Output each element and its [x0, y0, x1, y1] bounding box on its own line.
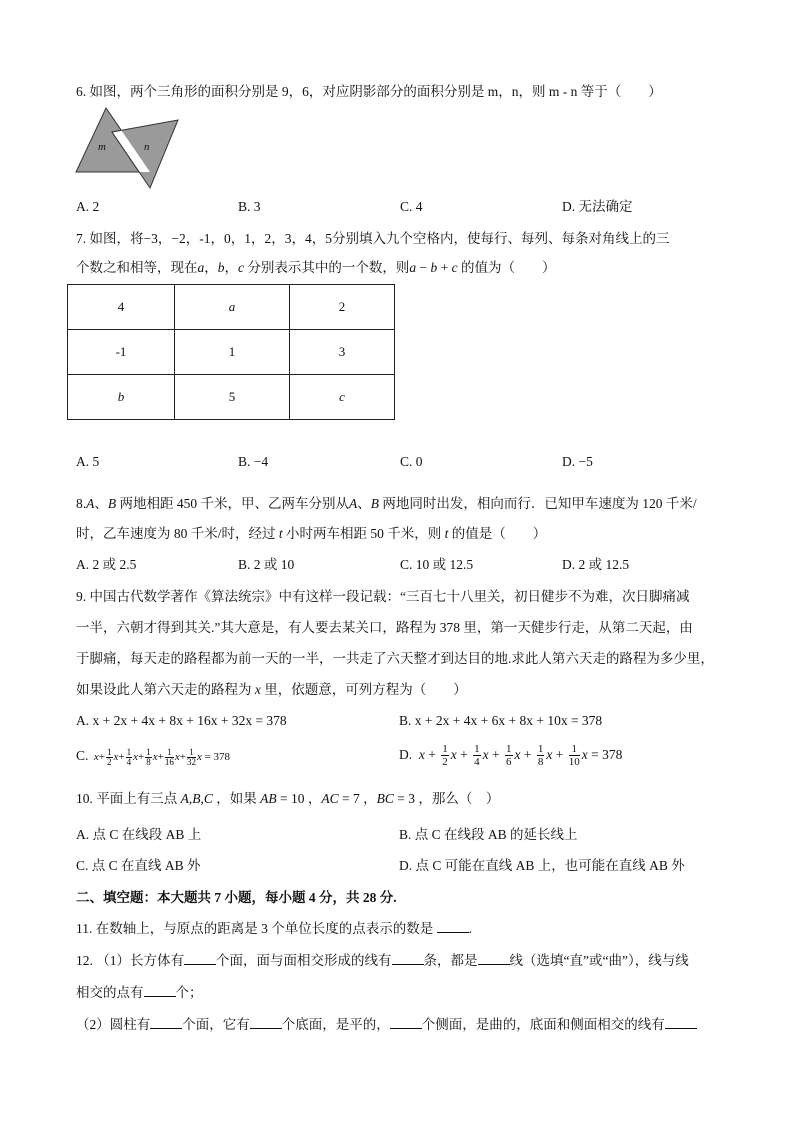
q6-stem: 6. 如图，两个三角形的面积分别是 9，6，对应阴影部分的面积分别是 m，n，则 m - n 等于（ ） [76, 84, 662, 99]
answer-blank[interactable] [150, 1016, 182, 1029]
q8-option-d: D. 2 或 12.5 [562, 557, 630, 572]
table-cell: b [68, 375, 175, 420]
q12-line3: （2）圆柱有 个面，它有 个底面，是平的， 个侧面，是曲的，底面和侧面相交的线有 [76, 1016, 697, 1034]
q10-option-a: A. 点 C 在线段 AB 上 [76, 827, 202, 842]
q6-option-a: A. 2 [76, 199, 100, 214]
q10-option-c: C. 点 C 在直线 AB 外 [76, 858, 201, 873]
table-cell: a [175, 285, 290, 330]
section-heading: 二、填空题：本大题共 7 小题，每小题 4 分，共 28 分. [76, 890, 397, 905]
answer-blank[interactable] [250, 1016, 282, 1029]
answer-blank[interactable] [437, 920, 469, 933]
q6-option-b: B. 3 [238, 199, 261, 214]
q9-stem-line3: 于脚痛，每天走的路程都为前一天的一半，一共走了六天整才到达目的地.求此人第六天走的路程为多少里， [76, 651, 714, 666]
table-row [68, 285, 395, 330]
q7-option-d: D. −5 [562, 454, 593, 469]
q9-option-a: A. x + 2x + 4x + 8x + 16x + 32x = 378 [76, 713, 287, 728]
table-row [68, 375, 395, 420]
q7-option-b: B. −4 [238, 454, 269, 469]
q7-stem-line1: 7. 如图，将−3，−2，-1，0，1，2，3，4，5分别填入九个空格内，使每行、每列、每条对角线上的三 [76, 231, 670, 246]
q7-stem-line2: 个数之和相等，现在a，b，c 分别表示其中的一个数，则a − b + c 的值为（ ） [76, 260, 556, 275]
q7-option-c: C. 0 [400, 454, 423, 469]
q8-stem-line2: 时，乙车速度为 80 千米/时，经过 t 小时两车相距 50 千米，则 t 的值是（ ） [76, 526, 547, 541]
q11-stem: 11. 在数轴上，与原点的距离是 3 个单位长度的点表示的数是 . [76, 921, 472, 936]
q12-line1: 12. （1）长方体有 个面，面与面相交形成的线有 条，都是 线（选填“直”或“曲”），线与线 [76, 953, 689, 968]
q9-stem-line4: 如果设此人第六天走的路程为 x 里，依题意，可列方程为（ ） [76, 682, 467, 697]
q9-stem-line1: 9. 中国古代数学著作《算法统宗》中有这样一段记载：“三百七十八里关，初日健步不为难，次日脚痛减 [76, 589, 690, 604]
q9-option-c: C. x+ $\frac{1}{2}$ x+ $\frac{1}{4}$ x+ $\frac{1}{8}$ x+ $\frac{1}{16}$ x+ $\frac{1}{32}$ x = 378 [76, 746, 231, 767]
table-cell: -1 [68, 330, 175, 375]
table-cell: 1 [175, 330, 290, 375]
table-cell: c [290, 375, 395, 420]
label-n: n [144, 141, 150, 153]
magic-square-table [67, 284, 395, 420]
q10-option-d: D. 点 C 可能在直线 AB 上，也可能在直线 AB 外 [399, 858, 685, 873]
q6-option-c: C. 4 [400, 199, 423, 214]
answer-blank[interactable] [665, 1016, 697, 1029]
answer-blank[interactable] [144, 984, 176, 997]
q7-option-a: A. 5 [76, 454, 100, 469]
q8-option-a: A. 2 或 2.5 [76, 557, 137, 572]
label-m: m [98, 141, 106, 153]
table-cell: 2 [290, 285, 395, 330]
table-row [68, 330, 395, 375]
q8-option-b: B. 2 或 10 [238, 557, 295, 572]
q6-triangle-figure [74, 106, 182, 192]
table-cell: 5 [175, 375, 290, 420]
q6-option-d: D. 无法确定 [562, 199, 633, 214]
answer-blank[interactable] [392, 952, 424, 965]
answer-blank[interactable] [184, 952, 216, 965]
q9-option-b: B. x + 2x + 4x + 6x + 8x + 10x = 378 [399, 713, 603, 728]
answer-blank[interactable] [478, 952, 510, 965]
q9-stem-line2: 一半，六朝才得到其关.”其大意是，有人要去某关口，路程为 378 里，第一天健步行走，从第二天起，由 [76, 620, 693, 635]
table-cell: 3 [290, 330, 395, 375]
q10-stem: 10. 平面上有三点 A,B,C ，如果 AB = 10 ，AC = 7 ，BC = 3 ，那么（ ） [76, 791, 500, 806]
table-cell: 4 [68, 285, 175, 330]
q8-stem-line1: 8.A、B 两地相距 450 千米，甲、乙两车分别从A、B 两地同时出发，相向而行．已知甲车速度为 120 千米/ [76, 496, 697, 511]
answer-blank[interactable] [390, 1016, 422, 1029]
q10-option-b: B. 点 C 在线段 AB 的延长线上 [399, 827, 578, 842]
q12-line2: 相交的点有 个； [76, 985, 203, 1000]
q8-option-c: C. 10 或 12.5 [400, 557, 474, 572]
q9-option-d: D. x + $\frac{1}{2}$ x + $\frac{1}{4}$ x + $\frac{1}{6}$ x + $\frac{1}{8}$ x + $\frac{1}{10}$ x = 378 [399, 743, 623, 769]
